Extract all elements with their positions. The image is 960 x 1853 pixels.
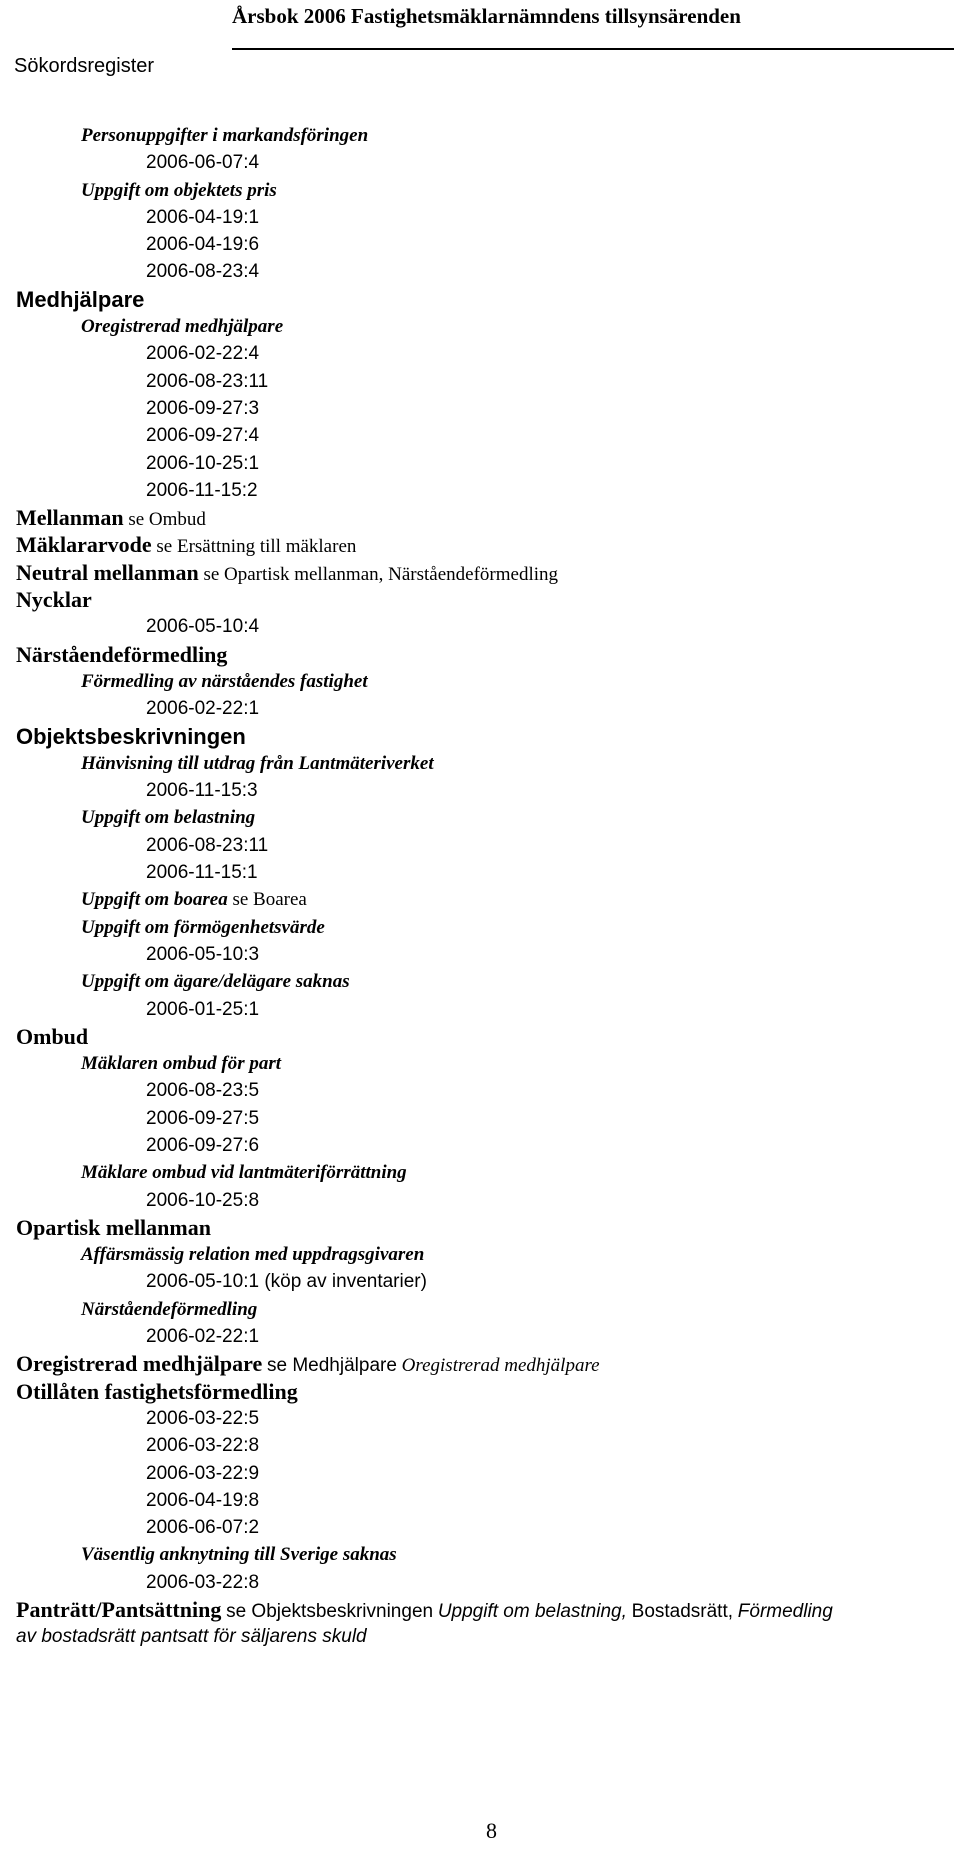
cross-reference: se Ombud <box>128 509 206 531</box>
index-reference: 2006-03-22:5 <box>146 1407 260 1429</box>
index-reference: 2006-09-27:6 <box>146 1134 260 1156</box>
index-reference: 2006-10-25:8 <box>146 1189 260 1211</box>
index-reference: 2006-09-27:3 <box>146 397 260 419</box>
section-title: Sökordsregister <box>14 55 155 77</box>
index-reference: 2006-04-19:8 <box>146 1489 260 1511</box>
cross-reference: se Ersättning till mäklaren <box>156 536 357 558</box>
index-reference: 2006-08-23:11 <box>146 834 269 856</box>
index-heading: Objektsbeskrivningen <box>16 723 246 749</box>
index-reference: 2006-10-25:1 <box>146 452 260 474</box>
index-reference: 2006-04-19:6 <box>146 234 260 256</box>
cross-reference: se Boarea <box>232 889 307 911</box>
index-reference: 2006-06-07:4 <box>146 152 260 174</box>
cross-reference: Bostadsrätt, <box>631 1601 734 1623</box>
page-number: 8 <box>486 1818 497 1843</box>
index-reference: 2006-06-07:2 <box>146 1517 260 1539</box>
index-subentry: Förmedling av närståendes fastighet <box>81 670 368 692</box>
index-reference: 2006-02-22:4 <box>146 343 260 365</box>
index-subentry: Oregistrerad medhjälpare <box>81 316 284 338</box>
cross-reference-sub: Oregistrerad medhjälpare <box>401 1355 600 1377</box>
index-heading: Närståendeförmedling <box>16 641 228 667</box>
index-heading: Ombud <box>16 1023 89 1049</box>
keyword-index <box>0 122 960 1651</box>
index-reference: 2006-05-10:1 (köp av inventarier) <box>146 1271 427 1293</box>
index-heading-row <box>0 531 960 558</box>
index-heading: Mäklararvode <box>16 532 152 558</box>
index-reference: 2006-05-10:3 <box>146 943 260 965</box>
cross-reference: se Objektsbeskrivningen <box>226 1601 434 1623</box>
cross-reference: se Medhjälpare <box>267 1355 397 1377</box>
index-subentry: Personuppgifter i markandsföringen <box>81 125 369 146</box>
index-subentry: Mäklare ombud vid lantmäteriförrättning <box>81 1162 407 1184</box>
index-heading: Opartisk mellanman <box>16 1214 211 1240</box>
index-reference: 2006-09-27:5 <box>146 1107 260 1129</box>
index-heading: Nycklar <box>16 587 92 613</box>
header-rule <box>232 48 954 50</box>
index-heading-row <box>0 1596 960 1623</box>
index-reference: 2006-11-15:1 <box>146 862 258 884</box>
index-subentry: Uppgift om belastning <box>81 807 256 829</box>
index-reference: 2006-01-25:1 <box>146 998 260 1020</box>
index-heading: Oregistrerad medhjälpare <box>16 1351 263 1377</box>
index-heading: Otillåten fastighetsförmedling <box>16 1378 298 1404</box>
index-reference: 2006-02-22:1 <box>146 1326 260 1348</box>
index-reference: 2006-05-10:4 <box>146 616 260 638</box>
index-subentry: Väsentlig anknytning till Sverige saknas <box>81 1544 397 1566</box>
index-subentry: Affärsmässig relation med uppdragsgivaren <box>81 1244 425 1266</box>
index-subentry: Uppgift om ägare/delägare saknas <box>81 971 350 993</box>
page-header-title: Årsbok 2006 Fastighetsmäklarnämndens tillsynsärenden <box>232 4 741 28</box>
cross-reference-sub: Förmedling <box>737 1601 833 1623</box>
index-reference: 2006-04-19:1 <box>146 206 260 228</box>
index-reference: 2006-03-22:9 <box>146 1462 260 1484</box>
index-subentry: Uppgift om objektets pris <box>81 179 277 201</box>
index-heading: Neutral mellanman <box>16 559 199 585</box>
index-subentry: Hänvisning till utdrag från Lantmäteriverket <box>81 752 434 774</box>
index-reference: 2006-11-15:2 <box>146 479 258 501</box>
index-heading: Panträtt/Pantsättning <box>16 1597 222 1623</box>
index-subentry: Närståendeförmedling <box>81 1298 258 1320</box>
index-heading-row <box>0 504 960 531</box>
index-reference: 2006-02-22:1 <box>146 698 260 720</box>
index-reference: 2006-08-23:4 <box>146 261 260 283</box>
cross-reference-continuation: av bostadsrätt pantsatt för säljarens skuld <box>16 1626 367 1648</box>
index-heading: Medhjälpare <box>16 286 145 312</box>
index-subentry: Uppgift om boarea <box>81 889 228 911</box>
cross-reference: se Opartisk mellanman, Närståendeförmedling <box>203 563 559 585</box>
index-heading: Mellanman <box>16 505 124 531</box>
index-subentry: Uppgift om förmögenhetsvärde <box>81 916 325 938</box>
index-subentry: Mäklaren ombud för part <box>81 1053 282 1075</box>
index-reference: 2006-03-22:8 <box>146 1435 260 1457</box>
index-subentry-row <box>0 886 960 913</box>
index-heading-row <box>0 1350 960 1377</box>
index-reference: 2006-08-23:11 <box>146 370 269 392</box>
cross-reference-sub: Uppgift om belastning, <box>437 1601 627 1623</box>
index-reference: 2006-08-23:5 <box>146 1080 260 1102</box>
index-reference: 2006-03-22:8 <box>146 1571 260 1593</box>
index-heading-row <box>0 559 960 586</box>
index-reference: 2006-09-27:4 <box>146 425 260 447</box>
index-reference: 2006-11-15:3 <box>146 780 258 802</box>
